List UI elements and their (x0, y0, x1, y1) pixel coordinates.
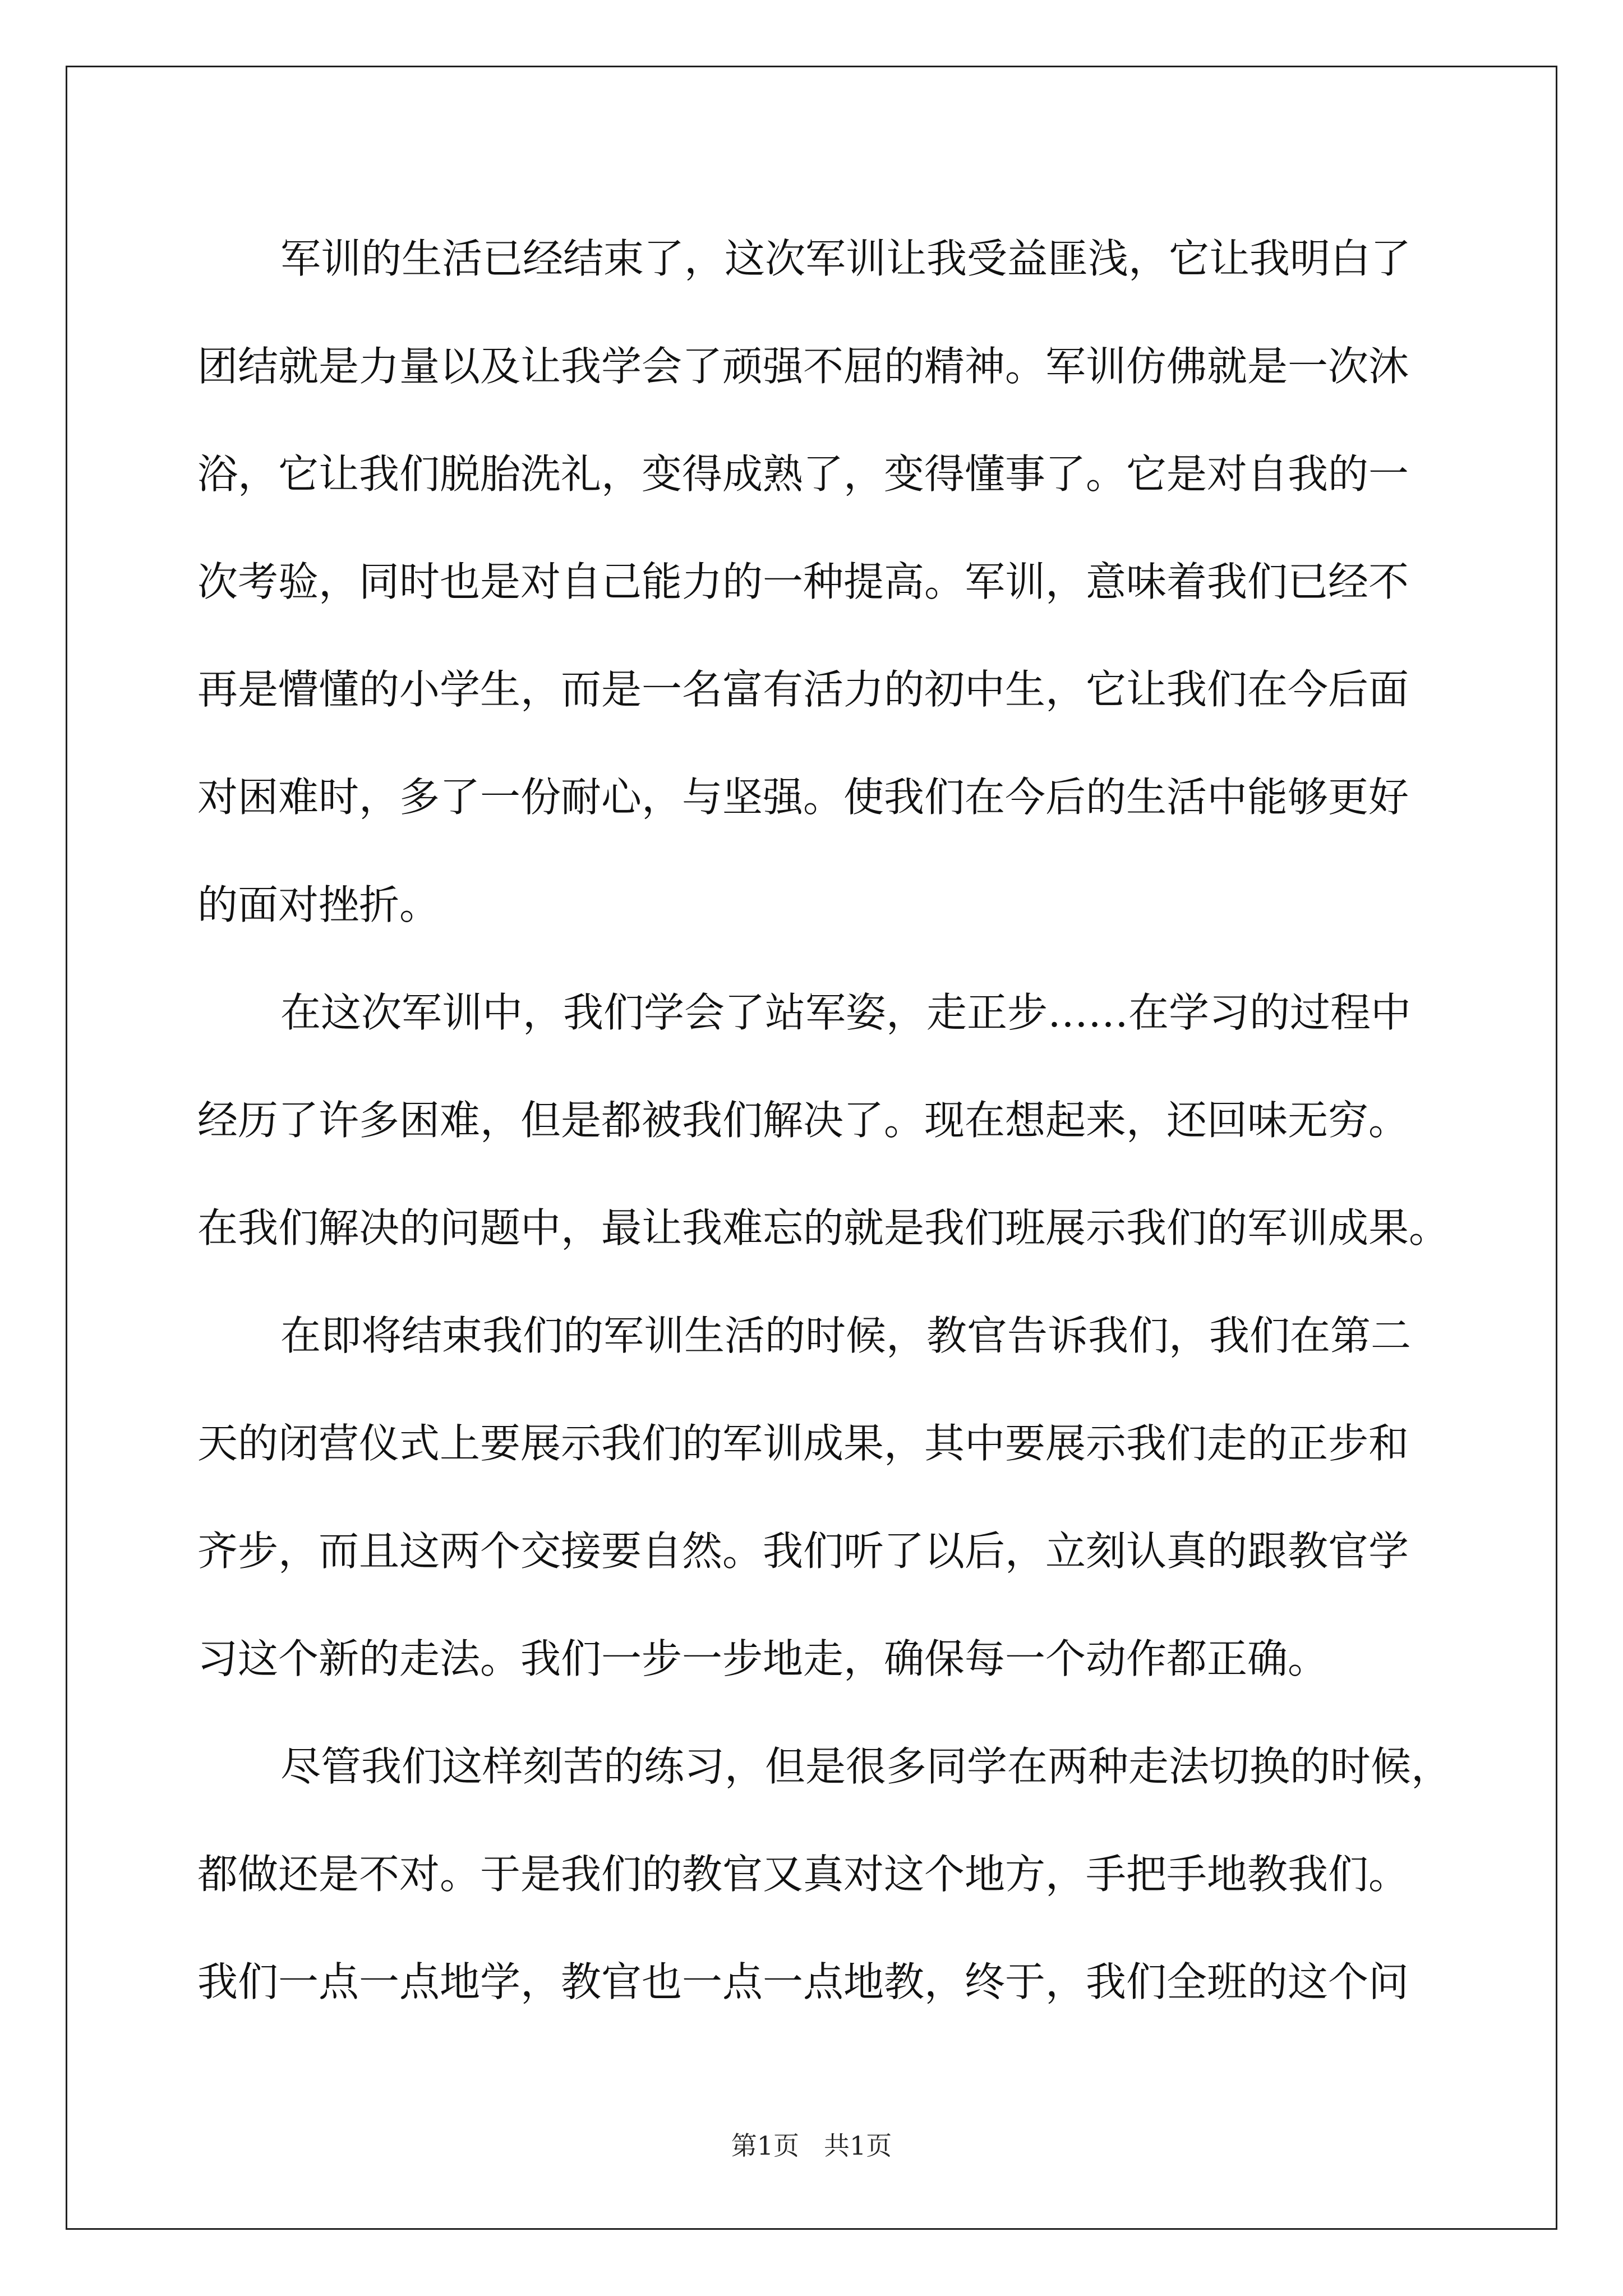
text-line: 在我们解决的问题中，最让我难忘的就是我们班展示我们的军训成果。 (197, 1204, 1450, 1251)
text-line: 我们一点一点地学，教官也一点一点地教，终于，我们全班的这个问 (197, 1958, 1409, 2005)
text-line: 经历了许多困难，但是都被我们解决了。现在想起来，还回味无穷。 (197, 1097, 1409, 1144)
page-footer (0, 2129, 1623, 2162)
page-count: 共1页 (824, 2131, 892, 2161)
text-line: 都做还是不对。于是我们的教官又真对这个地方，手把手地教我们。 (197, 1851, 1409, 1898)
text-line: 齐步，而且这两个交接要自然。我们听了以后，立刻认真的跟教官学 (197, 1527, 1409, 1575)
text-line: 再是懵懂的小学生，而是一名富有活力的初中生，它让我们在今后面 (197, 666, 1409, 713)
text-line: 次考验，同时也是对自己能力的一种提高。军训，意味着我们已经不 (197, 558, 1409, 605)
text-line: 在这次军训中，我们学会了站军姿，走正步……在学习的过程中 (280, 989, 1412, 1036)
page-number: 第1页 (731, 2131, 799, 2161)
text-line: 在即将结束我们的军训生活的时候，教官告诉我们，我们在第二 (280, 1312, 1412, 1359)
text-line: 对困难时，多了一份耐心，与坚强。使我们在今后的生活中能够更好 (197, 774, 1409, 821)
document-body (197, 205, 1454, 2036)
text-line: 的面对挫折。 (197, 881, 440, 928)
text-line: 军训的生活已经结束了，这次军训让我受益匪浅，它让我明白了 (280, 235, 1412, 282)
text-line: 尽管我们这样刻苦的练习，但是很多同学在两种走法切换的时候， (280, 1743, 1452, 1790)
text-line: 天的闭营仪式上要展示我们的军训成果，其中要展示我们走的正步和 (197, 1420, 1409, 1467)
text-line: 团结就是力量以及让我学会了顽强不屈的精神。军训仿佛就是一次沐 (197, 343, 1409, 390)
text-line: 浴，它让我们脱胎洗礼，变得成熟了，变得懂事了。它是对自我的一 (197, 450, 1409, 498)
text-line: 习这个新的走法。我们一步一步地走，确保每一个动作都正确。 (197, 1635, 1329, 1682)
